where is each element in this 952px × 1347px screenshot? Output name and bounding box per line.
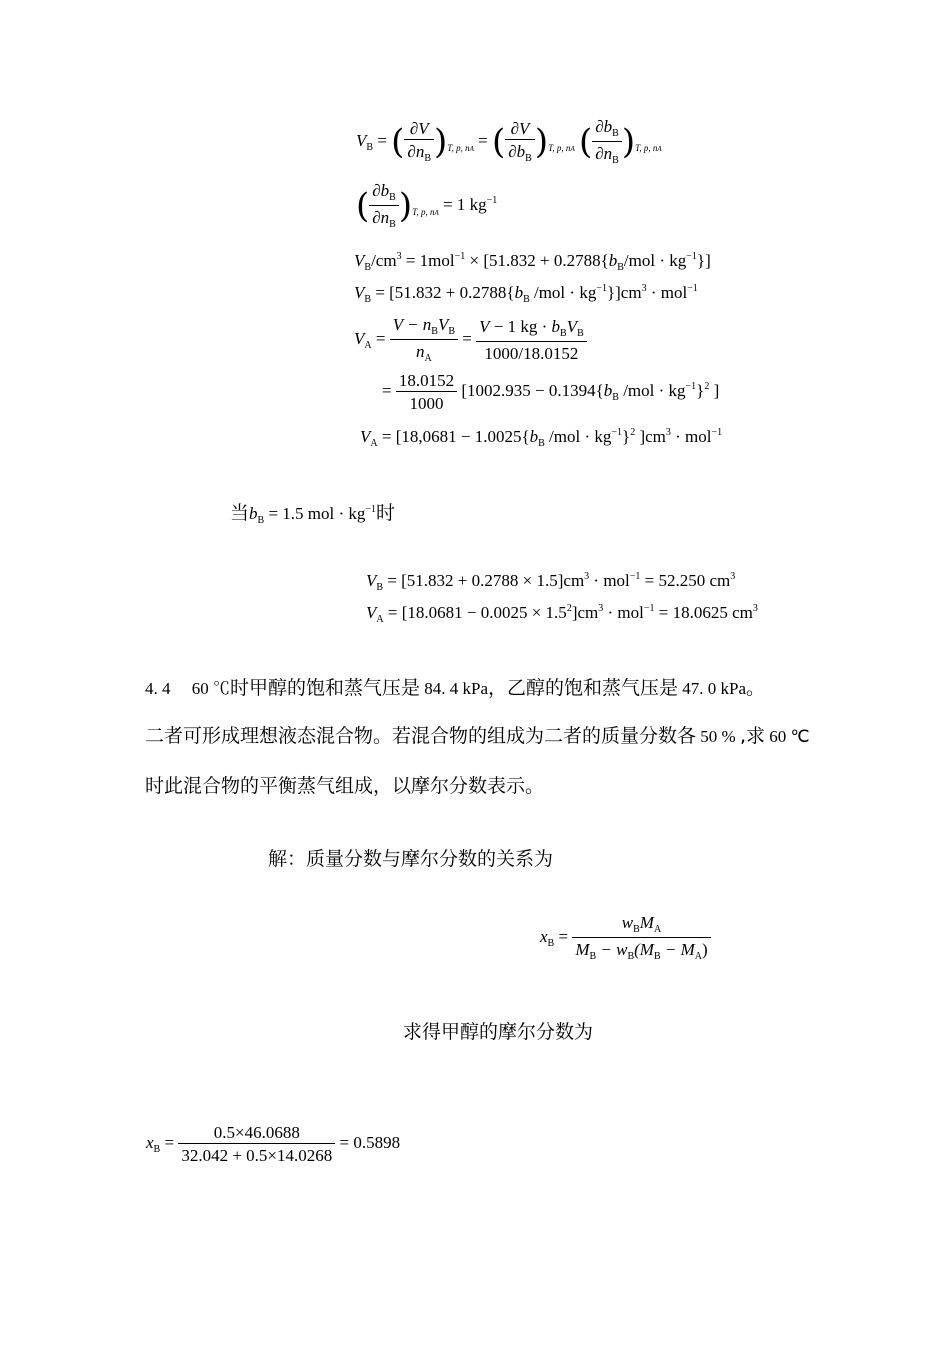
eq-va-expand: = $\frac{18.0152}{1000}$ [$1002.935 - 0.1394\{b_B$ $/mol \cdot kg^{-1}\}^2$ ] [382,371,720,413]
condition-line: 当$b_B = 1.5$ mol · $kg^{-1}$时 [230,502,396,526]
eq-vb-result: $V_B = [51.832 + 0.2788\{b_B$ $/mol \cdot kg^{-1}\}]cm^3 \cdot mol^{-1}$ [354,283,698,305]
problem-line-3: 时此混合物的平衡蒸气组成，以摩尔分数表示。 [145,775,545,797]
calc-xb: $x_B$ = $\frac{0.5\times 46.0688}{32.042 + 0.5\times 14.0268}$ = 0.5898 [146,1123,401,1165]
eq-vb-partial: $V_B$ = ( $\frac{\partial V}{\partial n_B}$ )$_{T, p, nA}$ = ( $\frac{\partial V}{\partial b_B}$ )$_{T, p, nA}$ ( $\frac{\partial b_B}{\partial n_B}$ )$_{T, p, nA}$ [356,117,662,166]
problem-line-2: 二者可形成理想液态混合物。若混合物的组成为二者的质量分数各 50 % ,求 60 ℃ [145,725,810,747]
solution-mid: 求得甲醇的摩尔分数为 [403,1021,594,1043]
eq-vb-cm3: $V_B/cm^3 = 1mol^{-1} \times [51.832 + 0.2788\{b_B/mol \cdot kg^{-1}\}]$ [354,251,711,273]
eq-va-fraction: $V_A$ = $\frac{V - n_BV_B}{n_A}$ = $\frac{V - 1 kg \cdot b_BV_B}{1000/18.0152}$ [354,316,587,364]
eq-db-dn: ( $\frac{\partial b_B}{\partial n_B}$ )$_{T, p, nA} = 1$ $kg^{-1}$ [356,181,498,230]
formula-xb: $x_B$ = $\frac{w_BM_A}{M_B - w_B(M_B - M_A)}$ [540,914,711,962]
problem-line-1: 4. 4 60 ℃时甲醇的饱和蒸气压是 84. 4 kPa，乙醇的饱和蒸气压是 47. 0 kPa。 [145,677,766,699]
result-va: $V_A = [18.0681 - 0.0025 \times 1.5^2]cm^3 \cdot mol^{-1} = 18.0625$ $cm^3$ [366,603,758,625]
eq-va-result: $V_A = [18,0681 - 1.0025\{b_B$ $/mol \cdot kg^{-1}\}^2$ ]$cm^3 \cdot mol^{-1}$ [360,427,723,449]
result-vb: $V_B = [51.832 + 0.2788 \times 1.5]cm^3 \cdot mol^{-1} = 52.250$ $cm^3$ [366,571,736,593]
solution-intro: 解：质量分数与摩尔分数的关系为 [268,848,554,870]
